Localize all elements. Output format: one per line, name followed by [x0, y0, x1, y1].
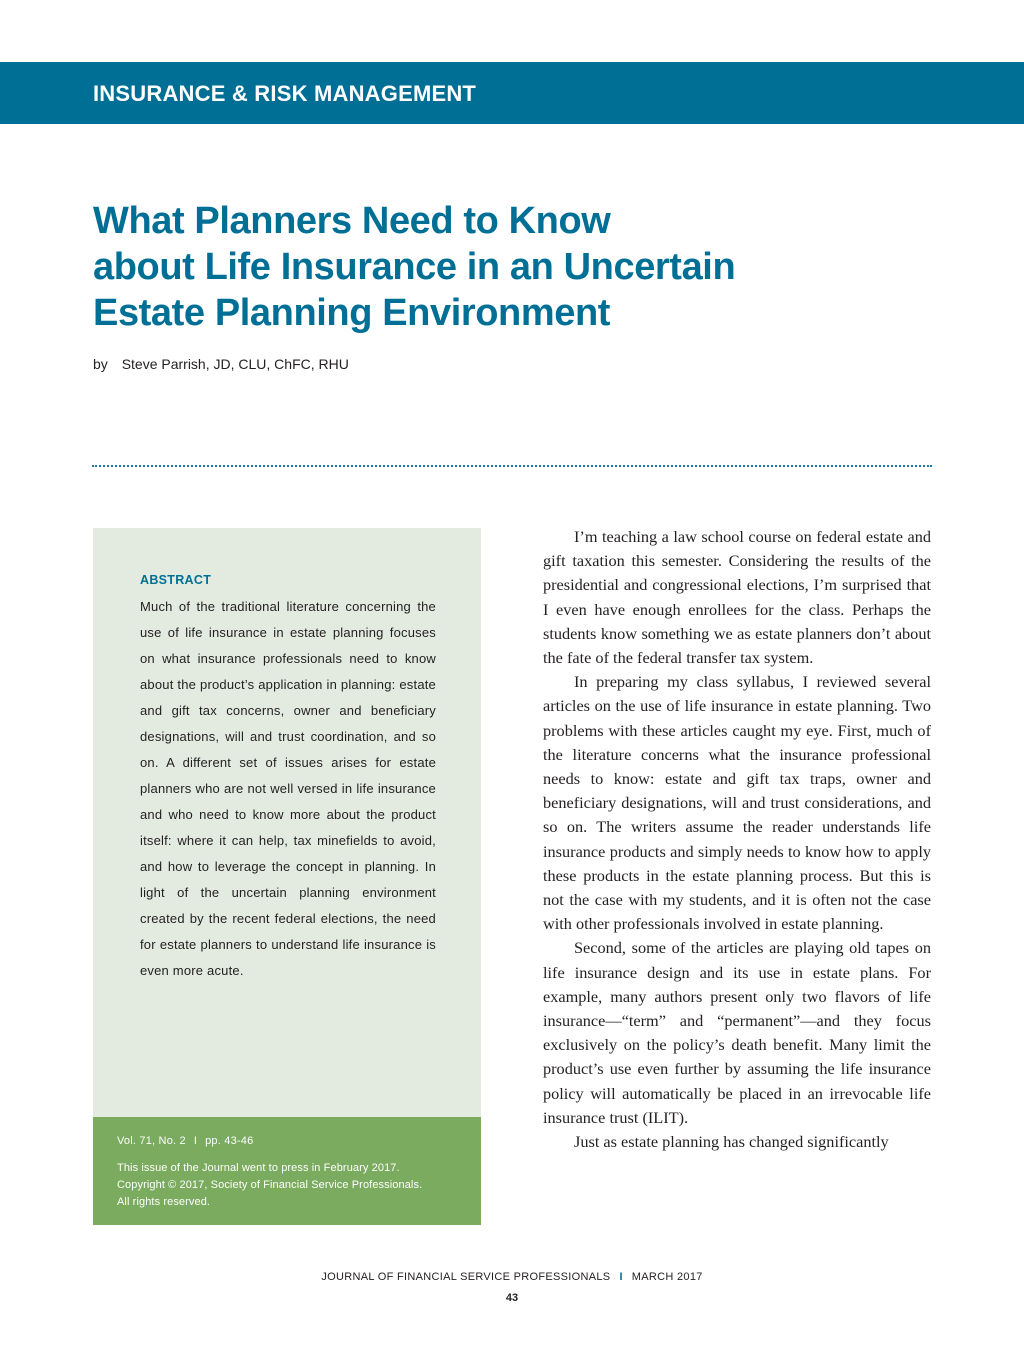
- article-body: [543, 525, 931, 1154]
- issue-date: MARCH 2017: [631, 1271, 703, 1283]
- issue-info-box: [93, 1117, 481, 1225]
- title-line-3: Estate Planning Environment: [93, 292, 611, 334]
- press-note: [117, 1160, 467, 1211]
- author-name: Steve Parrish, JD, CLU, ChFC, RHU: [121, 356, 349, 372]
- section-label: INSURANCE & RISK MANAGEMENT: [93, 81, 477, 106]
- section-banner: [0, 62, 1024, 124]
- page-number: 43: [505, 1292, 519, 1304]
- rights-note: All rights reserved.: [117, 1196, 211, 1208]
- abstract-heading: ABSTRACT: [140, 573, 212, 587]
- press-date-note: This issue of the Journal went to press in February 2017.: [117, 1162, 400, 1174]
- abstract-box: [93, 528, 481, 1117]
- body-paragraph-2: In preparing my class syllabus, I reviewed several articles on the use of life insurance in estate planning. Two problems with these articles caught my eye. First, much of the literature concerns what the insurance professional needs to know: estate and gift tax traps, owner and beneficiary designations, will and trust considerations, and so on. The writers assume the reader understands life insurance products and simply needs to know how to apply these products in the estate planning process. But this is not the case with my students, and it is often not the case with other professionals involved in estate planning.: [543, 672, 931, 934]
- volume-number: Vol. 71, No. 2: [117, 1135, 186, 1147]
- journal-name: JOURNAL OF FINANCIAL SERVICE PROFESSIONALS: [321, 1271, 611, 1283]
- body-paragraph-3: Second, some of the articles are playing old tapes on life insurance design and its use in estate plans. For example, many authors present only two flavors of life insurance—“term” and “permanent”—and they focus exclusively on the policy’s death benefit. Many limit the product’s use even further by assuming the life insurance policy will automatically be placed in an irrevocable life insurance trust (ILIT).: [543, 938, 931, 1127]
- title-line-1: What Planners Need to Know: [93, 200, 611, 242]
- by-label: by: [93, 356, 108, 372]
- abstract-text: Much of the traditional literature concerning the use of life insurance in estate planning focuses on what insurance professionals need to know about the product’s application in planning: estate and gift tax concerns, owner and beneficiary designations, will and trust coordination, and so on. A different set of issues arises for estate planners who are not well versed in life insurance and who need to know more about the product itself: where it can help, tax minefields to avoid, and how to leverage the concept in planning. In light of the uncertain planning environment created by the recent federal elections, the need for estate planners to understand life insurance is even more acute.: [140, 599, 436, 978]
- byline: [93, 356, 349, 372]
- footer-separator: I: [619, 1271, 623, 1283]
- body-paragraph-4: Just as estate planning has changed significantly: [574, 1132, 889, 1152]
- copyright-note: Copyright © 2017, Society of Financial Service Professionals.: [117, 1179, 423, 1191]
- body-paragraph-1: I’m teaching a law school course on federal estate and gift taxation this semester. Considering the results of the presidential and congressional elections, I’m surprised that I even have enough enrollees for the class. Perhaps the students know something we as estate planners don’t about the fate of the federal transfer tax system.: [543, 527, 931, 668]
- volume-line: [117, 1135, 253, 1147]
- volume-separator: I: [193, 1135, 198, 1147]
- page-footer: [0, 1271, 1024, 1283]
- title-line-2: about Life Insurance in an Uncertain: [93, 246, 736, 288]
- page-range: pp. 43-46: [205, 1135, 254, 1147]
- section-divider: [92, 465, 932, 467]
- article-title: [93, 198, 893, 336]
